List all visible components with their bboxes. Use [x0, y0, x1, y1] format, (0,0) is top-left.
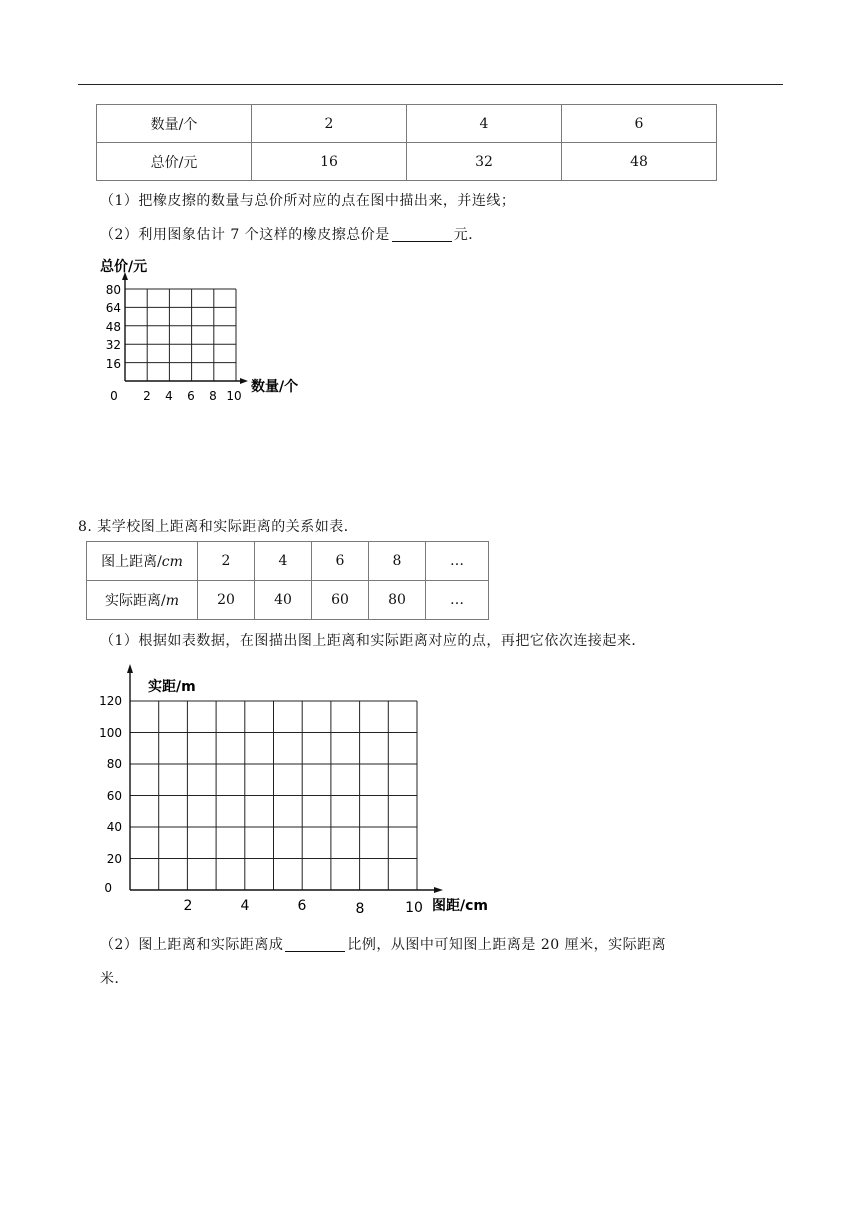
y-axis-label: 总价/元 [100, 259, 148, 275]
table-cell: 2 [198, 542, 255, 581]
table-row [87, 581, 489, 620]
header-rule [78, 84, 783, 85]
table-row [87, 542, 489, 581]
table-row [97, 105, 717, 143]
y-tick: 48 [105, 320, 121, 334]
distance-grid-graph [90, 660, 490, 920]
table-cell: … [426, 542, 489, 581]
y-tick: 16 [105, 357, 121, 371]
answer-blank[interactable] [285, 937, 345, 952]
x-axis-arrow-icon [434, 887, 443, 893]
price-grid-graph [92, 252, 332, 412]
table-cell: 16 [252, 143, 407, 181]
q7-part1: （1）把橡皮擦的数量与总价所对应的点在图中描出来，并连线； [100, 193, 516, 209]
x-tick: 6 [297, 898, 307, 914]
q8-part2 [100, 934, 666, 954]
table-cell: … [426, 581, 489, 620]
table-header-qty: 数量/个 [97, 105, 252, 143]
y-axis-arrow-icon [127, 664, 133, 673]
y-tick: 60 [106, 789, 122, 803]
eraser-price-table [96, 104, 717, 181]
origin-label: 0 [110, 389, 118, 403]
x-tick: 6 [187, 389, 195, 403]
table-header-map-distance: 图上距离/cm [87, 542, 198, 581]
y-tick: 120 [99, 694, 122, 708]
table-cell: 60 [312, 581, 369, 620]
x-tick: 10 [405, 900, 423, 916]
x-axis-label: 数量/个 [251, 379, 299, 395]
x-axis-label: 图距/cm [432, 898, 488, 914]
table-cell: 2 [252, 105, 407, 143]
q7-part2-text: （2）利用图象估计 7 个这样的橡皮擦总价是 [100, 227, 390, 243]
x-tick: 2 [183, 898, 193, 914]
q8-part2-end: 米． [100, 971, 129, 987]
x-tick: 4 [240, 898, 250, 914]
y-tick: 80 [106, 757, 122, 771]
x-tick: 10 [226, 389, 242, 403]
y-tick: 0 [104, 881, 112, 895]
table-cell: 4 [255, 542, 312, 581]
table-cell: 80 [369, 581, 426, 620]
x-axis-arrow-icon [240, 378, 248, 384]
y-tick: 40 [106, 820, 122, 834]
y-tick: 100 [99, 726, 122, 740]
table-cell: 20 [198, 581, 255, 620]
q8-part2-text: （2）图上距离和实际距离成 [100, 937, 284, 953]
x-tick: 2 [143, 389, 151, 403]
table-row [97, 143, 717, 181]
table-cell: 4 [407, 105, 562, 143]
table-cell: 8 [369, 542, 426, 581]
y-tick: 64 [105, 301, 121, 315]
table-cell: 6 [312, 542, 369, 581]
q8-title: 8. 某学校图上距离和实际距离的关系如表． [78, 519, 359, 535]
table-header-price: 总价/元 [97, 143, 252, 181]
x-tick: 8 [355, 901, 365, 917]
x-tick: 8 [209, 389, 217, 403]
y-tick: 80 [105, 283, 121, 297]
y-axis-label: 实距/m [148, 679, 196, 695]
q8-part1: （1）根据如表数据，在图描出图上距离和实际距离对应的点，再把它依次连接起来． [100, 633, 646, 649]
answer-blank[interactable] [392, 227, 452, 242]
y-tick: 20 [106, 852, 122, 866]
x-tick: 4 [165, 389, 173, 403]
table-cell: 32 [407, 143, 562, 181]
table-cell: 48 [562, 143, 717, 181]
q8-part2-mid: 比例，从图中可知图上距离是 20 厘米，实际距离 [347, 937, 667, 953]
table-header-real-distance: 实际距离/m [87, 581, 198, 620]
table-cell: 6 [562, 105, 717, 143]
q7-part2-end: 元． [453, 227, 483, 243]
distance-table [86, 541, 489, 620]
q7-part2 [100, 224, 483, 244]
y-tick: 32 [105, 338, 121, 352]
table-cell: 40 [255, 581, 312, 620]
